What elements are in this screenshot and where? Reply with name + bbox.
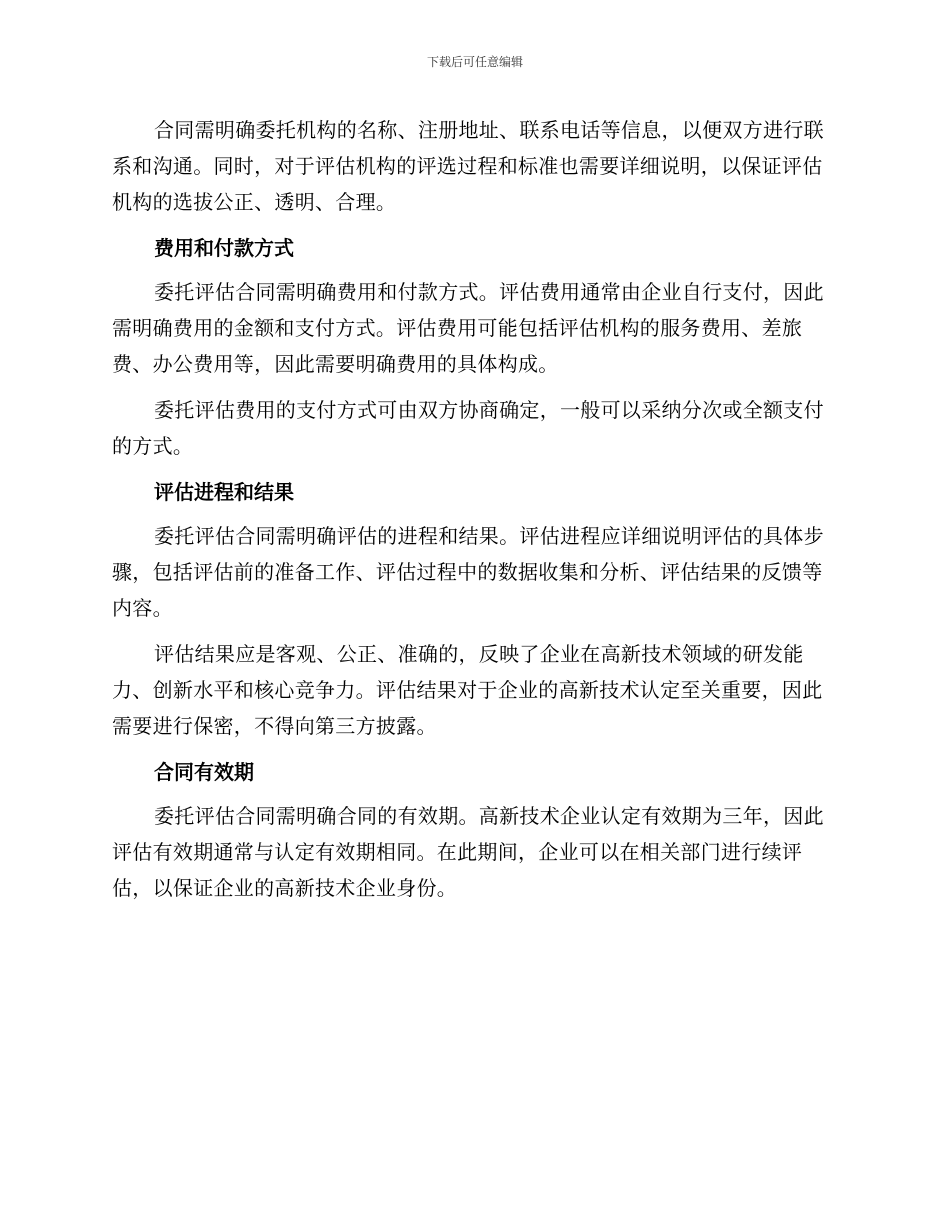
paragraph-institution-info: 合同需明确委托机构的名称、注册地址、联系电话等信息，以便双方进行联系和沟通。同时，对于评估机构的评选过程和标准也需要详细说明，以保证评估机构的选拔公正、透明、合理。 xyxy=(112,118,824,214)
paragraph-process: 委托评估合同需明确评估的进程和结果。评估进程应详细说明评估的具体步骤，包括评估前的准备工作、评估过程中的数据收集和分析、评估结果的反馈等内容。 xyxy=(112,524,824,620)
paragraph-results: 评估结果应是客观、公正、准确的，反映了企业在高新技术领域的研发能力、创新水平和核心竞争力。评估结果对于企业的高新技术认定至关重要，因此需要进行保密，不得向第三方披露。 xyxy=(112,642,823,738)
page-header: 下载后可任意编辑 xyxy=(426,55,523,69)
section-heading-fees: 费用和付款方式 xyxy=(154,236,294,260)
section-heading-process: 评估进程和结果 xyxy=(154,480,294,504)
paragraph-validity: 委托评估合同需明确合同的有效期。高新技术企业认定有效期为三年，因此评估有效期通常与认定有效期相同。在此期间，企业可以在相关部门进行续评估，以保证企业的高新技术企业身份。 xyxy=(112,804,824,900)
paragraph-payment-method: 委托评估费用的支付方式可由双方协商确定，一般可以采纳分次或全额支付的方式。 xyxy=(112,398,824,458)
paragraph-fees-payment: 委托评估合同需明确费用和付款方式。评估费用通常由企业自行支付，因此需明确费用的金额和支付方式。评估费用可能包括评估机构的服务费用、差旅费、办公费用等，因此需要明确费用的具体构成。 xyxy=(112,280,824,376)
section-heading-validity: 合同有效期 xyxy=(154,760,254,784)
document-body xyxy=(112,112,832,906)
